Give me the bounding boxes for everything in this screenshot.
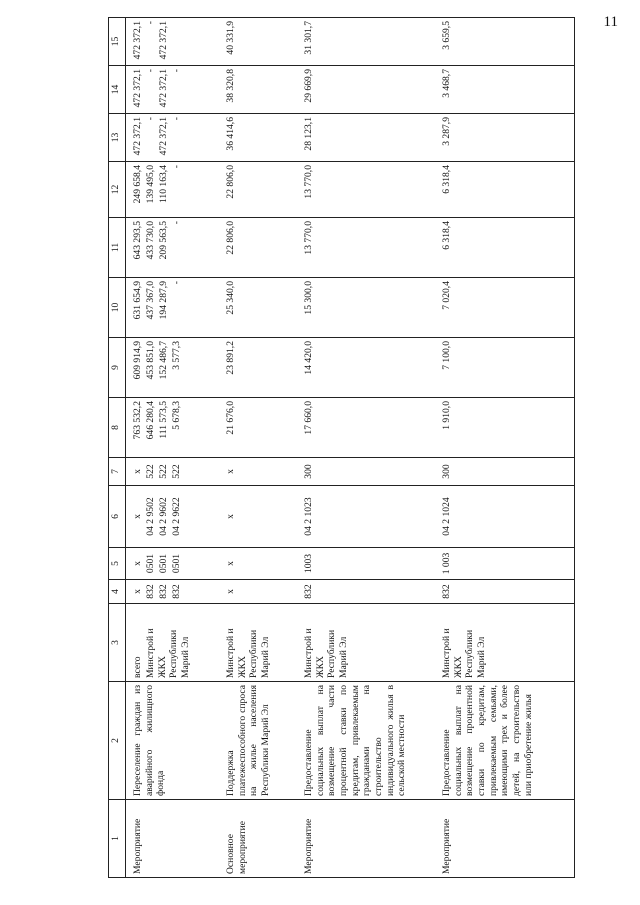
cell-value: - [145, 21, 156, 25]
cell-value [205, 607, 218, 678]
column-header-6: 6 [109, 486, 126, 548]
column-header-12: 12 [109, 162, 126, 218]
table-row [126, 18, 219, 878]
cell-col-5 [219, 548, 297, 580]
cell-value: 832 [145, 584, 156, 599]
cell-value: - [171, 221, 182, 225]
cell-value: 04 2 1023 [302, 497, 314, 536]
cell-value: 3 577,3 [171, 341, 182, 370]
cell-col-14 [126, 66, 219, 114]
cell-value: 28 123,1 [302, 117, 314, 151]
cell-value [192, 607, 205, 678]
cell-value: 832 [302, 584, 314, 599]
cell-col-6 [297, 486, 435, 548]
cell-col-11 [126, 218, 219, 278]
column-header-2: 2 [109, 682, 126, 800]
cell-col-13 [126, 114, 219, 162]
table-row [435, 18, 575, 878]
cell-value: 453 851,0 [145, 341, 156, 380]
cell-value: 21 676,0 [224, 401, 236, 435]
cell-value: 209 563,5 [158, 221, 169, 260]
cell-col-1: Мероприятие [297, 800, 435, 878]
cell-value: 04 2 9502 [145, 497, 156, 536]
cell-col-3 [435, 604, 575, 682]
cell-value: x [224, 561, 236, 566]
column-header-3: 3 [109, 604, 126, 682]
cell-col-6 [219, 486, 297, 548]
cell-col-11 [297, 218, 435, 278]
cell-value: 763 532,2 [132, 401, 143, 440]
column-header-15: 15 [109, 18, 126, 66]
cell-col-12 [297, 162, 435, 218]
cell-col-15 [219, 18, 297, 66]
cell-value: 832 [158, 584, 169, 599]
cell-value: 15 300,0 [302, 281, 314, 315]
cell-col-12 [435, 162, 575, 218]
cell-col-11 [219, 218, 297, 278]
cell-col-10 [219, 278, 297, 338]
column-header-5: 5 [109, 548, 126, 580]
cell-value: 38 320,8 [224, 69, 236, 103]
cell-value: 6 318,4 [440, 165, 452, 194]
cell-value: 7 020,4 [440, 281, 452, 310]
cell-value: 22 806,0 [224, 165, 236, 199]
table-row [219, 18, 297, 878]
cell-col-5 [297, 548, 435, 580]
column-header-14: 14 [109, 66, 126, 114]
cell-value: 04 2 9602 [158, 497, 169, 536]
cell-value: x [224, 514, 236, 519]
cell-col-9 [126, 338, 219, 398]
cell-value: 472 372,1 [132, 69, 143, 108]
budget-table [108, 17, 575, 878]
cell-value: 04 2 1024 [440, 497, 452, 536]
cell-value: всего [132, 656, 143, 678]
cell-col-7 [126, 458, 219, 486]
cell-value: 472 372,1 [158, 117, 169, 156]
cell-value: 23 891,2 [224, 341, 236, 375]
column-header-13: 13 [109, 114, 126, 162]
cell-value: 472 372,1 [158, 21, 169, 60]
cell-col-1: Основное мероприятие [219, 800, 297, 878]
cell-value: - [171, 165, 182, 169]
cell-col-13 [297, 114, 435, 162]
cell-col-4 [297, 580, 435, 604]
cell-value: Минстрой и ЖКХ Республики Марий Эл [302, 628, 349, 678]
cell-col-3 [126, 604, 219, 682]
cell-col-5 [435, 548, 575, 580]
cell-value: - [171, 117, 182, 121]
column-header-9: 9 [109, 338, 126, 398]
cell-value: Минстрой и ЖКХ Республики Марий Эл [440, 628, 487, 678]
cell-value: x [132, 561, 143, 566]
cell-col-14 [219, 66, 297, 114]
cell-col-8 [435, 398, 575, 458]
cell-col-8 [219, 398, 297, 458]
cell-value: 0501 [145, 553, 156, 574]
cell-col-12 [126, 162, 219, 218]
cell-value: 249 658,4 [132, 165, 143, 204]
cell-value: 472 372,1 [132, 117, 143, 156]
cell-value: 04 2 9622 [171, 497, 182, 536]
cell-col-14 [297, 66, 435, 114]
cell-value: 300 [302, 464, 314, 479]
cell-value [171, 21, 184, 62]
cell-value: 300 [440, 464, 452, 479]
table-body [126, 18, 575, 878]
column-header-11: 11 [109, 218, 126, 278]
cell-value: 3 659,5 [440, 21, 452, 50]
cell-value: 631 654,9 [132, 281, 143, 320]
cell-value: 646 280,4 [145, 401, 156, 440]
cell-col-4 [219, 580, 297, 604]
table-row [297, 18, 435, 878]
cell-col-13 [219, 114, 297, 162]
cell-value: - [145, 117, 156, 121]
header-row [109, 18, 126, 878]
cell-value: 36 414,6 [224, 117, 236, 151]
cell-value: 17 660,0 [302, 401, 314, 435]
cell-value: 0501 [171, 553, 182, 574]
cell-value: x [132, 514, 143, 519]
cell-value: 832 [171, 584, 182, 599]
cell-col-3 [219, 604, 297, 682]
cell-value: 522 [145, 464, 156, 479]
cell-value: 194 287,9 [158, 281, 169, 320]
cell-value: 3 468,7 [440, 69, 452, 98]
cell-value: 1 910,0 [440, 401, 452, 430]
cell-col-2: Предоставление социальных выплат на возмещение части процентной ставки по кредитам, привлекаемым гражданами на строительство индивидуального жилья в сельской местности [297, 682, 435, 800]
cell-col-7 [219, 458, 297, 486]
cell-value: x [224, 469, 236, 474]
cell-value: 643 293,5 [132, 221, 143, 260]
cell-value: 3 287,9 [440, 117, 452, 146]
column-header-10: 10 [109, 278, 126, 338]
budget-table-rotated [108, 18, 534, 878]
cell-value: - [171, 69, 182, 73]
cell-value: Минстрой и ЖКХ Республики Марий Эл [224, 628, 271, 678]
cell-col-4 [126, 580, 219, 604]
cell-col-5 [126, 548, 219, 580]
cell-col-15 [297, 18, 435, 66]
column-header-7: 7 [109, 458, 126, 486]
cell-value: 152 486,7 [158, 341, 169, 380]
cell-value: 609 914,9 [132, 341, 143, 380]
cell-col-8 [126, 398, 219, 458]
cell-col-10 [297, 278, 435, 338]
cell-col-15 [126, 18, 219, 66]
cell-value: 110 163,4 [158, 165, 169, 204]
cell-col-9 [435, 338, 575, 398]
cell-col-10 [435, 278, 575, 338]
cell-col-9 [219, 338, 297, 398]
cell-value: 522 [171, 464, 182, 479]
cell-value: 31 301,7 [302, 21, 314, 55]
cell-value: 832 [440, 584, 452, 599]
column-header-8: 8 [109, 398, 126, 458]
cell-value: x [132, 469, 143, 474]
cell-col-12 [219, 162, 297, 218]
cell-col-13 [435, 114, 575, 162]
cell-value: 22 806,0 [224, 221, 236, 255]
cell-col-14 [435, 66, 575, 114]
column-header-1: 1 [109, 800, 126, 878]
cell-value: x [224, 589, 236, 594]
cell-value: 13 770,0 [302, 221, 314, 255]
cell-col-7 [435, 458, 575, 486]
cell-col-1: Мероприятие [126, 800, 219, 878]
cell-col-9 [297, 338, 435, 398]
cell-value: 25 340,0 [224, 281, 236, 315]
cell-col-6 [126, 486, 219, 548]
cell-value: 29 669,9 [302, 69, 314, 103]
cell-value: 40 331,9 [224, 21, 236, 55]
cell-col-1: Мероприятие [435, 800, 575, 878]
cell-value: 7 100,0 [440, 341, 452, 370]
cell-col-6 [435, 486, 575, 548]
cell-value: 111 573,5 [158, 401, 169, 439]
cell-value: 14 420,0 [302, 341, 314, 375]
cell-value: 0501 [158, 553, 169, 574]
cell-value: 139 495,0 [145, 165, 156, 204]
cell-col-15 [435, 18, 575, 66]
cell-value: 13 770,0 [302, 165, 314, 199]
cell-col-2: Поддержка платежеспособного спроса на жилье населения Республики Марий Эл [219, 682, 297, 800]
cell-value: 6 318,4 [440, 221, 452, 250]
cell-value: 1003 [302, 553, 314, 574]
cell-value: 433 730,0 [145, 221, 156, 260]
cell-col-4 [435, 580, 575, 604]
cell-col-2: Переселение граждан из аварийного жилищного фонда [126, 682, 219, 800]
column-header-4: 4 [109, 580, 126, 604]
page-number: 11 [603, 14, 618, 30]
cell-col-3 [297, 604, 435, 682]
cell-col-2: Предоставление социальных выплат на возмещение процентной ставки по кредитам, привлекаемым семьями, имеющими трех и более детей, на строительство или приобретение жилья [435, 682, 575, 800]
cell-col-11 [435, 218, 575, 278]
cell-value: 437 367,0 [145, 281, 156, 320]
cell-col-8 [297, 398, 435, 458]
cell-value: - [171, 281, 182, 285]
cell-col-7 [297, 458, 435, 486]
cell-value: - [145, 69, 156, 73]
cell-value: 1 003 [440, 552, 452, 575]
cell-value: 472 372,1 [132, 21, 143, 60]
cell-value: x [132, 589, 143, 594]
cell-value: 5 678,3 [171, 401, 182, 430]
cell-col-10 [126, 278, 219, 338]
cell-value: 522 [158, 464, 169, 479]
cell-value: 472 372,1 [158, 69, 169, 108]
cell-value: Минстрой и ЖКХ Республики Марий Эл [145, 628, 192, 678]
